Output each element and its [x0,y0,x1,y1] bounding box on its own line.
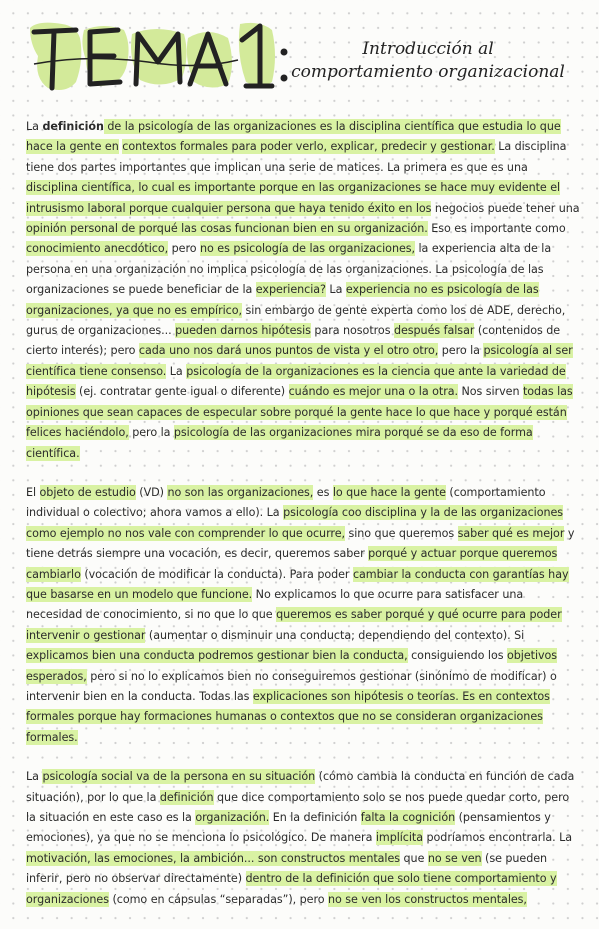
text-run: es [313,485,333,499]
subtitle-line-1: Introducción al [362,39,494,59]
text-run: la experiencia alta de la persona en una organización no implica psicología de las organizaciones. La psicología de las organizaciones se puede beneficiar de la [26,242,552,297]
subtitle-line-2: comportamiento organizacional [291,62,565,82]
highlighted-text: todas las opiniones que sean capaces de especular sobre porqué la gente hace lo que hace y porqué están felices haciéndolo, [26,385,573,440]
text-run: (aumentar o disminuir una conducta; dependiendo del contexto). Si [145,628,525,642]
highlighted-text: no se ven [427,851,482,865]
highlighted-text: cada uno nos dará unos puntos de vista y el otro otro, [138,344,439,358]
highlighted-text: porqué y actuar porque queremos cambiarlo [26,547,558,581]
text-run: podríamos encontrarla. La [423,831,573,845]
text-run: El [26,485,40,499]
text-run: Eso es importante como [427,222,566,236]
highlighted-text: disciplina científica, lo cual es importante porque en las organizaciones se hace muy evidente el intrusismo laboral porque cualquier persona que haya tenido éxito en los [26,181,561,215]
text-run: negocios puede tener una [431,201,580,215]
highlighted-text: de la psicología de las organizaciones es la disciplina científica que estudia lo que hace la gente en [26,120,561,154]
text-run: para nosotros [310,324,394,338]
highlighted-text: motivación, las emociones, la ambición... son constructos mentales [26,851,401,865]
text-run: que dice comportamiento solo se nos puede quedar corto, pero la situación en este caso es la [26,790,570,824]
highlighted-text: después falsar [393,324,475,338]
text-run: consiguiendo los [407,649,507,663]
highlighted-text: organización. [195,811,270,824]
text-run: La disciplina tiene dos partes importantes que implican una serie de matices. La primera es que es una [26,140,567,174]
highlighted-text: contextos formales para poder verlo, explicar, predecir y gestionar. [122,140,495,154]
text-run: pero la [438,344,484,358]
text-run: pero la [128,426,174,440]
title-lettering [28,16,300,96]
text-run: (VD) [135,485,168,499]
highlighted-text: objeto de estudio [39,485,136,499]
text-run: sino que queremos [345,526,458,540]
notes-body [26,117,582,929]
text-run: pero si no lo explicamos bien no conseguiremos gestionar (sinónimo de modificar) o intervenir bien en la conducta. Todas las [26,669,557,703]
bold-term: definición [42,120,104,133]
highlighted-text: falta la cognición [360,811,456,824]
text-run: (contenidos de cierto interés); pero [26,324,561,358]
highlighted-text: queremos es saber porqué y qué ocurre para poder intervenir o gestionar [26,608,562,642]
highlighted-text: no se ven los constructos mentales, [328,892,527,906]
text-run: (se pueden inferir, pero no observar directamente) [26,851,548,886]
paragraph-social-psychology [26,767,582,910]
text-run: pero [168,242,201,256]
highlighted-text: definición [159,790,214,804]
text-run: La [166,364,187,378]
text-run: En la definición [269,811,361,824]
highlighted-text: psicología de la organizaciones es la ciencia que ante la variedad de hipótesis [26,364,566,399]
paragraph-definition [26,117,582,464]
page-subtitle [283,38,573,84]
paragraph-object-of-study [26,483,582,748]
highlighted-text: psicología de las organizaciones mira porqué se da eso de forma científica. [26,426,533,460]
highlighted-text: psicología social va de la persona en su situación [42,770,316,784]
text-run: La [26,770,43,784]
highlighted-text: dentro de la definición que solo tiene comportamiento y organizaciones [26,872,557,906]
text-run: (como en cápsulas “separadas”), pero [109,892,329,906]
text-run: La [325,283,346,297]
highlighted-text: conocimiento anecdótico, [26,242,169,256]
highlighted-text: pueden darnos hipótesis [175,324,311,338]
text-run: que [400,851,428,865]
highlighted-text: no son las organizaciones, [167,485,314,499]
highlighted-text: psicología coo disciplina y la de las organizaciones como ejemplo no nos vale con comprender lo que ocurre, [26,506,564,540]
text-run: (cómo cambia la conducta en función de cada situación), por lo que la [26,770,575,804]
highlighted-text: lo que hace la gente [332,485,446,499]
highlighted-text: explicaciones son hipótesis o teorías. Es en contextos formales porque hay formaciones humanas o contextos que no se consideran organizaciones formales. [26,689,550,744]
highlighted-text: opinión personal de porqué las cosas funcionan bien en su organización. [26,222,428,236]
text-run: y tiene detrás siempre una vocación, es decir, queremos saber [26,526,575,561]
highlighted-text: cambiar la conducta con garantías hay que basarse en un modelo que funcione. [26,567,569,601]
page-header [0,0,599,110]
text-run: (ej. contratar gente igual o diferente) [75,385,289,399]
highlighted-text: explicamos bien una conducta podremos gestionar bien la conducta, [26,649,408,663]
text-run: (pensamientos y emociones), ya que no se menciona lo psicológico. De manera [26,811,551,845]
text-run: (vocación de modificar la conducta). Para poder [80,567,353,581]
highlighted-text: saber qué es mejor [457,526,565,540]
text-run: La [26,120,43,133]
highlighted-text: objetivos esperados, [26,649,558,683]
highlighted-text: no es psicología de las organizaciones, [200,242,416,256]
highlighted-text: experiencia? [255,283,326,297]
text-run: sin embargo de gente experta como los de ADE, derecho, gurus de organizaciones... [26,303,566,338]
text-run: No explicamos lo que ocurre para satisfacer una necesidad de conocimiento, si no que lo que [26,587,524,622]
text-run: Nos sirven [458,385,523,399]
highlighted-text: implícita [375,831,424,845]
text-run: (comportamiento individual o colectivo; ahora vamos a ello). La [26,485,546,520]
highlighted-text: cuándo es mejor una o la otra. [288,385,458,399]
highlighted-text: psicología al ser científica tiene consenso. [26,344,573,378]
highlighted-text: experiencia no es psicología de las organizaciones, ya que no es empírico, [26,283,539,317]
